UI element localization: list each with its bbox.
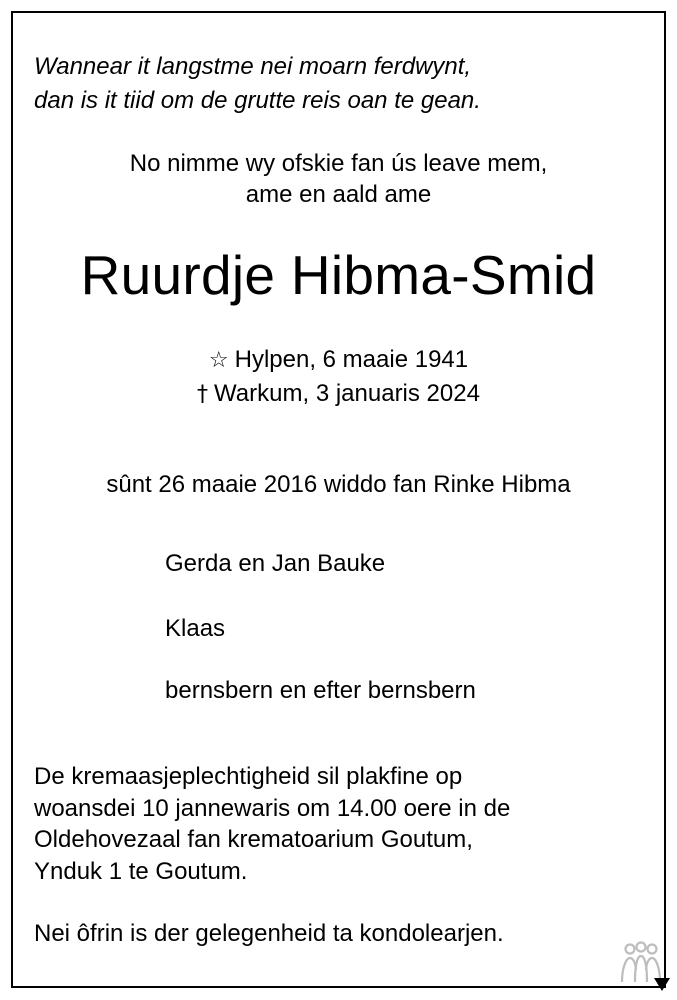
birth-line bbox=[0, 343, 677, 377]
star-icon: ☆ bbox=[208, 348, 229, 373]
ceremony-line-2: woansdei 10 jannewaris om 14.00 oere in de bbox=[34, 794, 511, 822]
family-member: bernsbern en efter bernsbern bbox=[165, 677, 476, 704]
family-member: Klaas bbox=[165, 615, 226, 642]
deceased-name: Ruurdje Hibma-Smid bbox=[80, 244, 597, 306]
poem-line-1: Wannear it langstme nei moarn ferdwynt, bbox=[34, 53, 472, 80]
widow-line: sûnt 26 maaie 2016 widdo fan Rinke Hibma bbox=[106, 471, 571, 498]
poem bbox=[34, 50, 481, 118]
death-line bbox=[0, 377, 677, 411]
poem-line-2: dan is it tiid om de grutte reis oan te gean. bbox=[34, 87, 481, 114]
intro-line-1: No nimme wy ofskie fan ús leave mem, bbox=[129, 150, 548, 177]
condolence-note: Nei ôfrin is der gelegenheid ta kondolearjen. bbox=[34, 920, 504, 947]
ceremony-line-1: De kremaasjeplechtigheid sil plakfine op bbox=[34, 763, 463, 790]
ceremony-line-4: Ynduk 1 te Goutum. bbox=[34, 857, 248, 885]
dagger-icon: † bbox=[197, 382, 209, 407]
intro-line-2: ame en aald ame bbox=[245, 181, 432, 208]
birth-text: Hylpen, 6 maaie 1941 bbox=[234, 346, 469, 373]
ceremony-line-3: Oldehovezaal fan krematoarium Goutum, bbox=[34, 826, 473, 853]
life-dates bbox=[0, 343, 677, 411]
family-member: Gerda en Jan Bauke bbox=[165, 550, 386, 577]
death-text: Warkum, 3 januaris 2024 bbox=[214, 380, 480, 407]
triangle-down-icon[interactable] bbox=[653, 976, 671, 992]
ceremony-details bbox=[34, 761, 510, 887]
intro bbox=[0, 148, 677, 210]
